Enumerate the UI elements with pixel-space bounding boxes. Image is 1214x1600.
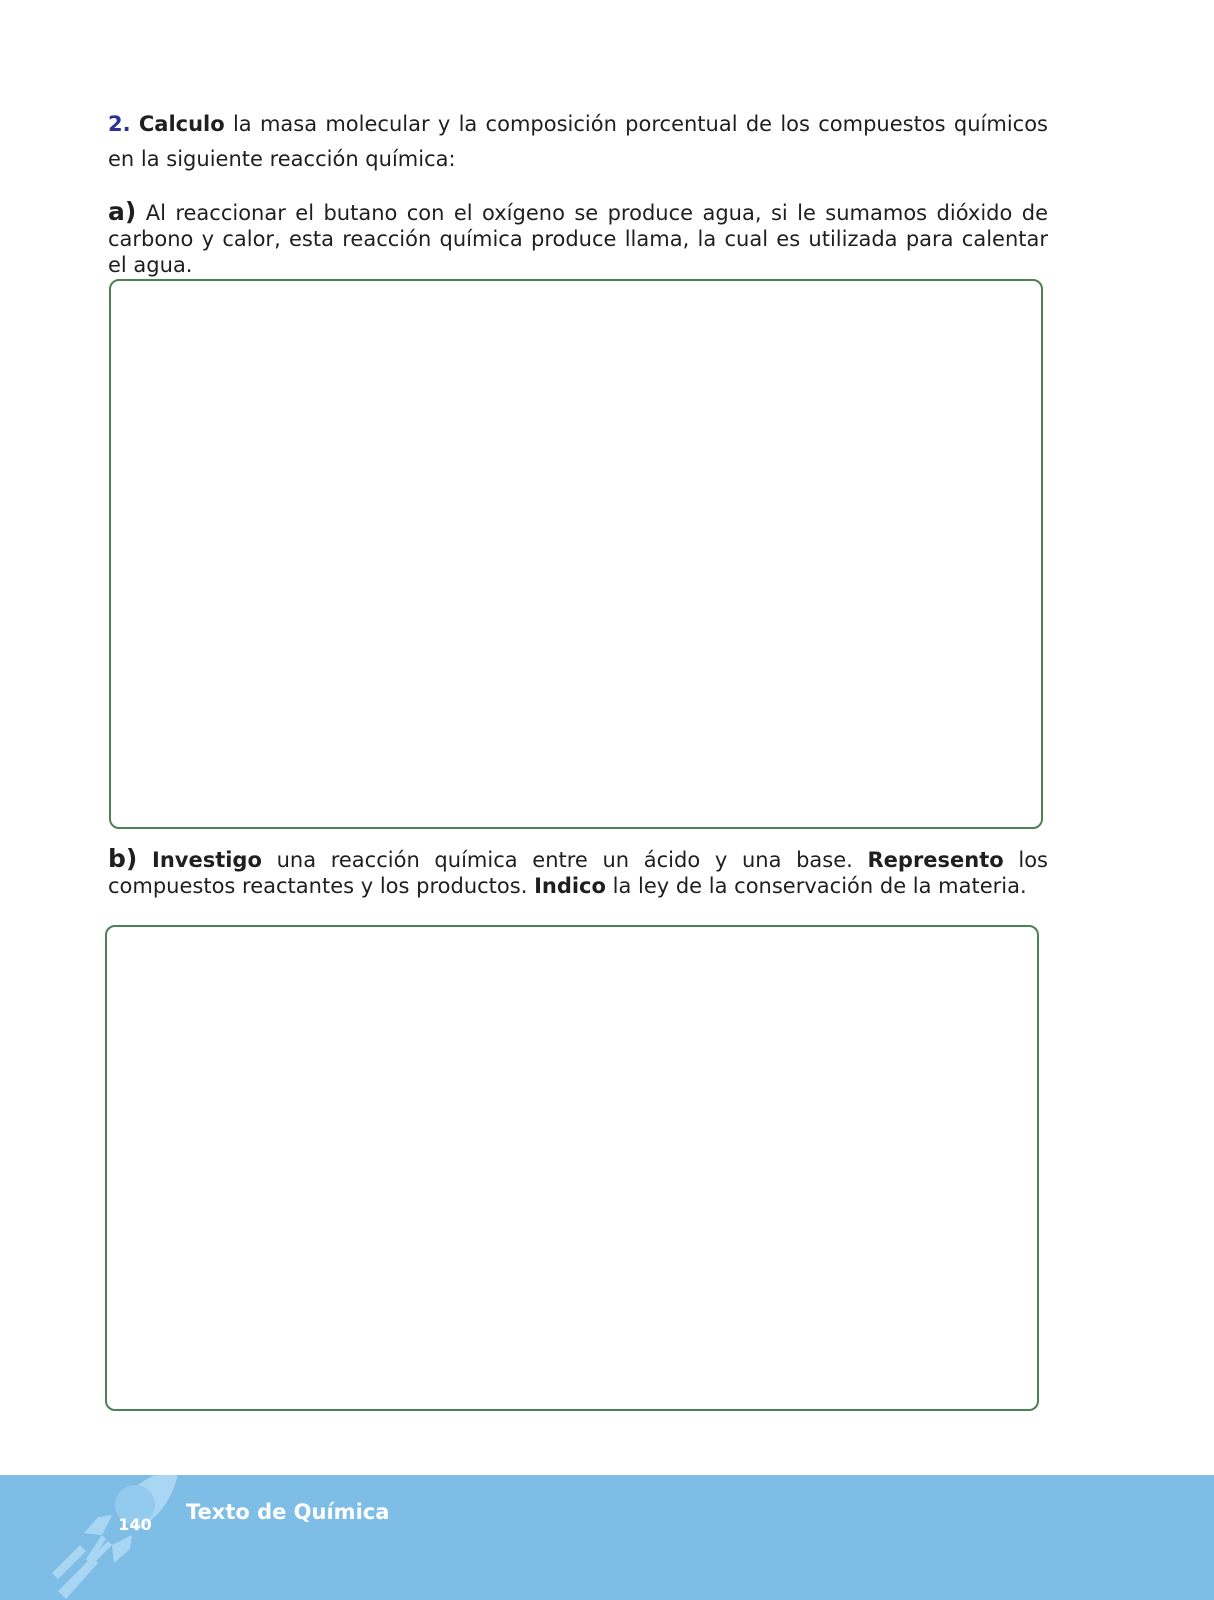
part-b-verb-indico: Indico: [534, 874, 606, 898]
page-footer: [0, 1475, 1214, 1600]
exercise-2-instruction: [108, 107, 1048, 177]
exercise-number: 2.: [108, 112, 131, 136]
part-b-verb-represento: Represento: [867, 848, 1004, 872]
part-b-text-3: la ley de la conservación de la materia.: [605, 874, 1027, 898]
part-b-text-2: los compuestos reactantes y los productos.: [108, 848, 1048, 898]
part-b-prompt: [108, 846, 1048, 899]
book-title: Texto de Química: [186, 1500, 390, 1524]
part-b-text-1: una reacción química entre un ácido y una base.: [261, 848, 868, 872]
page-number: 140: [118, 1515, 152, 1534]
part-b-answer-box[interactable]: [105, 925, 1039, 1411]
part-a-text: Al reaccionar el butano con el oxígeno se produce agua, si le sumamos dióxido de carbono y calor, esta reacción química produce llama, la cual es utilizada para calentar el agua.: [108, 201, 1048, 277]
part-a-answer-box[interactable]: [109, 279, 1043, 829]
exercise-verb: Calculo: [138, 112, 225, 136]
part-b-letter: b): [108, 844, 138, 873]
exercise-text: la masa molecular y la composición porcentual de los compuestos químicos en la siguiente reacción química:: [108, 112, 1048, 171]
part-a-letter: a): [108, 197, 137, 226]
part-b-verb-investigo: Investigo: [152, 848, 262, 872]
part-a-prompt: [108, 199, 1048, 278]
